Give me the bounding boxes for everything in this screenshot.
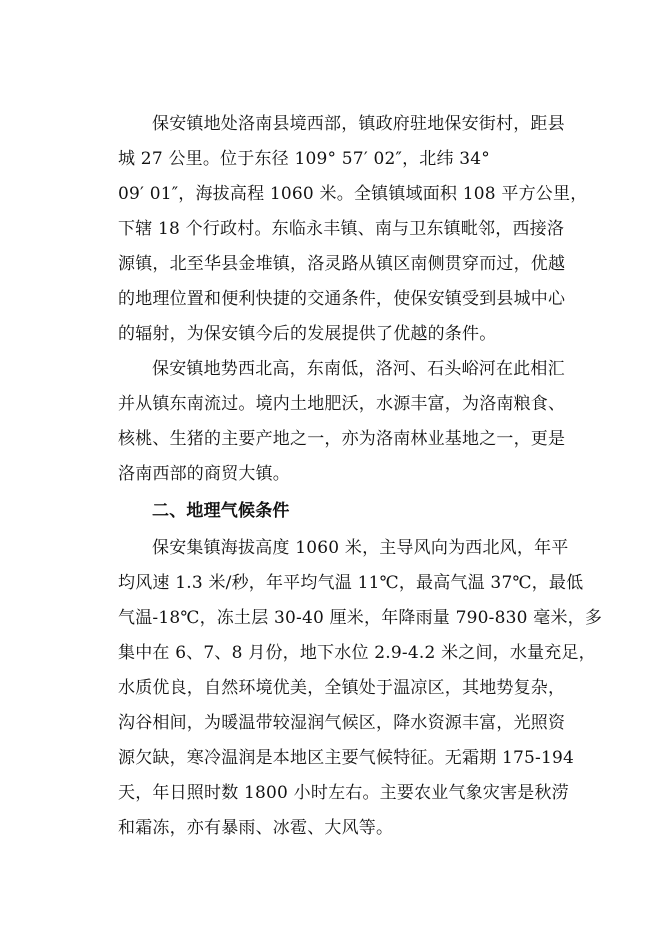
paragraph-1-line-4: 下辖 18 个行政村。东临永丰镇、南与卫东镇毗邻，西接洛	[118, 219, 565, 239]
paragraph-3-line-5: 水质优良，自然环境优美，全镇处于温凉区，其地势复杂，	[118, 678, 566, 698]
paragraph-2-line-3: 核桃、生猪的主要产地之一，亦为洛南林业基地之一，更是	[118, 429, 566, 449]
paragraph-1-line-7: 的辐射，为保安镇今后的发展提供了优越的条件。	[118, 324, 497, 344]
paragraph-2-line-2: 并从镇东南流过。境内土地肥沃，水源丰富，为洛南粮食、	[118, 394, 566, 414]
paragraph-3-line-8: 天，年日照时数 1800 小时左右。主要农业气象灾害是秋涝	[118, 783, 569, 803]
paragraph-3-line-9: 和霜冻，亦有暴雨、冰雹、大风等。	[118, 818, 394, 838]
paragraph-3-line-4: 集中在 6、7、8 月份，地下水位 2.9-4.2 米之间，水量充足，	[118, 643, 596, 663]
paragraph-1-line-2: 城 27 公里。位于东径 109° 57′ 02″，北纬 34°	[118, 149, 491, 169]
paragraph-1-line-5: 源镇，北至华县金堆镇，洛灵路从镇区南侧贯穿而过，优越	[118, 254, 566, 274]
paragraph-3-line-6: 沟谷相间，为暖温带较湿润气候区，降水资源丰富，光照资	[118, 713, 566, 733]
paragraph-2-line-1: 保安镇地势西北高，东南低，洛河、石头峪河在此相汇	[152, 359, 565, 379]
paragraph-3-line-2: 均风速 1.3 米/秒，年平均气温 11℃，最高气温 37℃，最低	[118, 573, 584, 593]
paragraph-1-line-6: 的地理位置和便利快捷的交通条件，使保安镇受到县城中心	[118, 289, 566, 309]
paragraph-1-line-1: 保安镇地处洛南县境西部，镇政府驻地保安街村，距县	[152, 114, 565, 134]
paragraph-1-line-3: 09′ 01″，海拔高程 1060 米。全镇镇域面积 108 平方公里，	[118, 184, 588, 204]
paragraph-2-line-4: 洛南西部的商贸大镇。	[118, 464, 290, 484]
paragraph-3-line-7: 源欠缺，寒冷温润是本地区主要气候特征。无霜期 175-194	[118, 748, 575, 768]
paragraph-3-line-1: 保安集镇海拔高度 1060 米，主导风向为西北风，年平	[152, 538, 569, 558]
section-heading: 二、地理气候条件	[152, 501, 290, 521]
paragraph-3-line-3: 气温-18℃，冻土层 30-40 厘米，年降雨量 790-830 毫米，多	[118, 608, 603, 628]
